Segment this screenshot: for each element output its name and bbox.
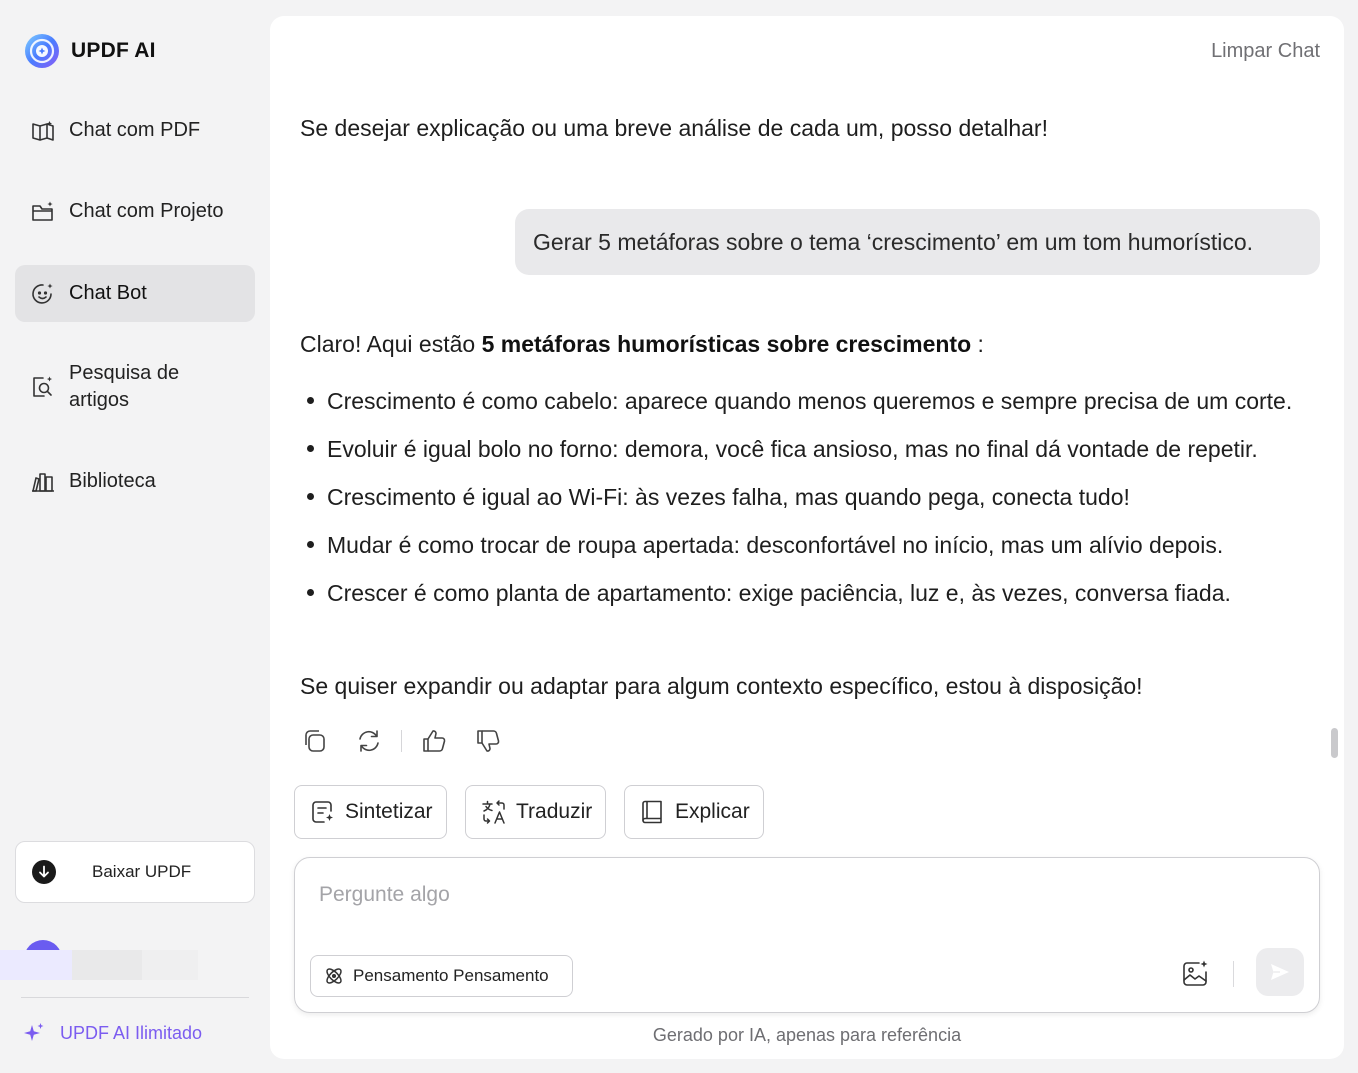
- sidebar-item-label: Biblioteca: [69, 470, 156, 492]
- list-item: Evoluir é igual bolo no forno: demora, você fica ansioso, mas no final dá vontade de repetir.: [300, 428, 1330, 470]
- book-icon: [639, 798, 667, 826]
- reply-intro-suffix: :: [971, 331, 984, 357]
- redacted-username: [142, 950, 198, 980]
- message-actions: [300, 726, 503, 756]
- library-icon: [30, 469, 56, 495]
- app-name: UPDF AI: [71, 39, 156, 62]
- thinking-mode-toggle[interactable]: [310, 955, 573, 997]
- sidebar: [0, 0, 270, 1073]
- summarize-button[interactable]: [294, 785, 447, 839]
- ai-disclaimer: Gerado por IA, apenas para referência: [652, 1025, 962, 1045]
- previous-reply-text: Se desejar explicação ou uma breve análise de cada um, posso detalhar!: [300, 115, 1048, 141]
- sparkle-icon: [22, 1021, 46, 1045]
- bot-face-icon: [30, 281, 56, 307]
- composer: [294, 857, 1320, 1013]
- redacted-username: [72, 950, 142, 980]
- chat-panel: [270, 16, 1344, 1059]
- sidebar-item-chat-projeto[interactable]: [15, 183, 255, 240]
- translate-label: Traduzir: [516, 800, 593, 823]
- sidebar-item-chat-pdf[interactable]: [15, 102, 255, 159]
- sidebar-item-pesquisa-artigos[interactable]: [15, 352, 255, 422]
- sidebar-item-chat-bot[interactable]: [15, 265, 255, 322]
- download-icon: [32, 860, 56, 884]
- composer-divider: [1233, 961, 1234, 987]
- ask-input[interactable]: [319, 878, 1219, 912]
- thumbs-up-icon: [420, 727, 448, 755]
- copy-button[interactable]: [300, 726, 330, 756]
- unlimited-label: UPDF AI Ilimitado: [60, 1022, 203, 1043]
- upgrade-unlimited-link[interactable]: [22, 1021, 202, 1045]
- actions-divider: [401, 730, 402, 752]
- list-item: Mudar é como trocar de roupa apertada: desconfortável no início, mas um alívio depois.: [300, 524, 1330, 566]
- user-account[interactable]: [0, 938, 200, 982]
- refresh-icon: [355, 727, 383, 755]
- thumbs-down-icon: [474, 727, 502, 755]
- user-message-bubble: Gerar 5 metáforas sobre o tema ‘crescimento’ em um tom humorístico.: [515, 209, 1320, 275]
- reply-intro-bold: 5 metáforas humorísticas sobre crescimento: [481, 331, 972, 357]
- sidebar-item-biblioteca[interactable]: [15, 453, 255, 510]
- redacted-username: [0, 950, 72, 980]
- summarize-icon: [309, 798, 337, 826]
- reply-closing: Se quiser expandir ou adaptar para algum contexto específico, estou à disposição!: [300, 673, 1143, 699]
- list-item: Crescimento é como cabelo: aparece quando menos queremos e sempre precisa de um corte.: [300, 380, 1330, 422]
- reply-bullet-list: [300, 380, 1330, 620]
- atom-icon: [323, 965, 345, 987]
- reply-intro-prefix: Claro! Aqui estão: [300, 331, 482, 357]
- scrollbar-thumb[interactable]: [1331, 728, 1338, 758]
- brand[interactable]: [24, 33, 156, 69]
- sidebar-divider: [21, 997, 249, 998]
- translate-icon: [480, 798, 508, 826]
- image-sparkle-icon[interactable]: [1179, 958, 1211, 990]
- send-button[interactable]: [1256, 948, 1304, 996]
- like-button[interactable]: [419, 726, 449, 756]
- dislike-button[interactable]: [473, 726, 503, 756]
- thinking-mode-label: Pensamento Pensamento: [353, 966, 549, 985]
- regenerate-button[interactable]: [354, 726, 384, 756]
- list-item: Crescimento é igual ao Wi-Fi: às vezes falha, mas quando pega, conecta tudo!: [300, 476, 1330, 518]
- list-item: Crescer é como planta de apartamento: exige paciência, luz e, às vezes, conversa fiada.: [300, 572, 1330, 614]
- explain-button[interactable]: [624, 785, 764, 839]
- sidebar-item-label: Pesquisa de artigos: [69, 362, 180, 411]
- sidebar-item-label: Chat Bot: [69, 282, 147, 304]
- book-open-icon: [30, 118, 56, 144]
- translate-button[interactable]: [465, 785, 606, 839]
- explain-label: Explicar: [675, 800, 750, 823]
- sidebar-item-label: Chat com PDF: [69, 119, 201, 141]
- updf-ai-logo-icon: [24, 33, 60, 69]
- send-icon: [1268, 960, 1292, 984]
- download-updf-button[interactable]: [15, 841, 255, 903]
- search-document-icon: [30, 374, 56, 400]
- summarize-label: Sintetizar: [345, 800, 433, 823]
- copy-icon: [301, 727, 329, 755]
- reply-intro: [300, 329, 984, 359]
- download-label: Baixar UPDF: [92, 862, 192, 881]
- folder-sparkle-icon: [30, 199, 56, 225]
- sidebar-item-label: Chat com Projeto: [69, 200, 224, 222]
- clear-chat-button[interactable]: Limpar Chat: [1211, 40, 1320, 62]
